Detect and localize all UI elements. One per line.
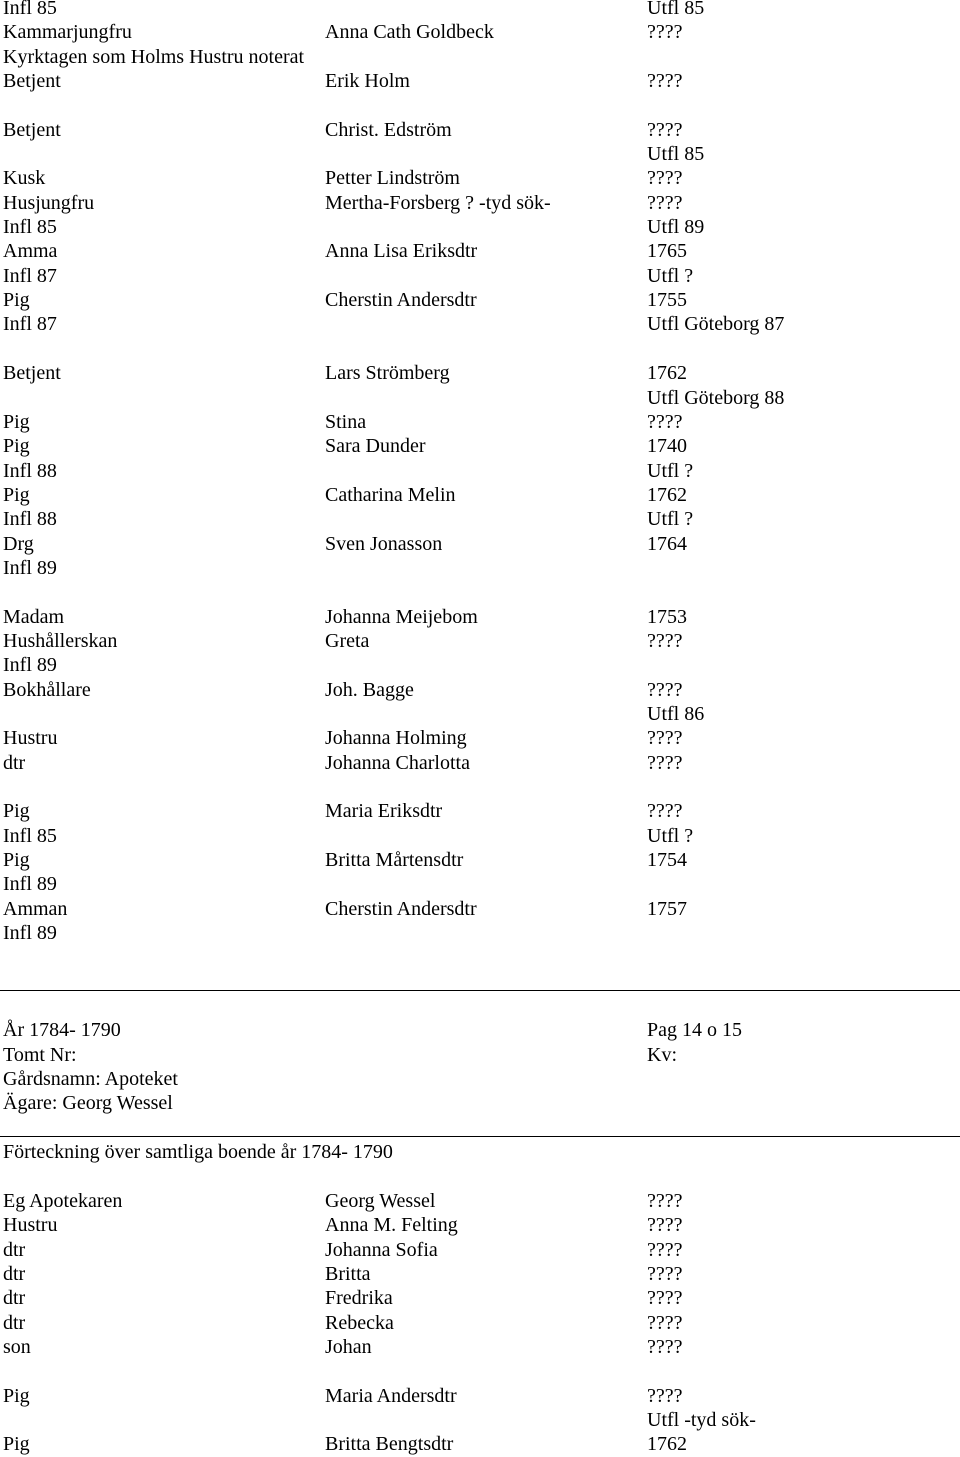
year-cell: 1765 [647,240,687,263]
year-cell: ???? [647,1287,683,1310]
year-cell: Utfl 86 [647,702,705,725]
table-row [0,1262,960,1286]
header-owner-row [0,1091,960,1115]
role-cell: Infl 87 [3,313,57,336]
role-cell: Infl 85 [3,216,57,239]
table-row [0,1432,960,1456]
role-cell: Pig [3,1433,30,1456]
role-cell: Infl 89 [3,654,57,677]
table-row [0,726,960,750]
role-cell: Pig [3,1384,30,1407]
year-cell: ???? [647,727,683,750]
year-cell: ???? [647,1214,683,1237]
year-cell: Utfl 85 [647,143,705,166]
list-title: Förteckning över samtliga boende år 1784- 1790 [3,1141,393,1164]
year-cell: Utfl Göteborg 87 [647,313,785,336]
farm-name: Gårdsnamn: Apoteket [3,1068,178,1091]
year-cell: ???? [647,118,683,141]
table-row [0,215,960,239]
table-row [0,1311,960,1335]
name-cell: Anna M. Felting [325,1214,458,1237]
role-cell: Betjent [3,70,61,93]
year-cell: Utfl 89 [647,216,705,239]
year-cell: 1762 [647,483,687,506]
name-cell: Rebecka [325,1311,394,1334]
role-cell: Infl 88 [3,508,57,531]
name-cell: Stina [325,410,367,433]
table-row [0,775,960,799]
list-title-row [0,1140,960,1164]
table-row [0,1408,960,1432]
year-cell: 1762 [647,362,687,385]
table-row [0,507,960,531]
table-row [0,1335,960,1359]
table-row [0,1384,960,1408]
table-row [0,20,960,44]
table-row [0,142,960,166]
role-cell: Bokhållare [3,678,91,701]
name-cell: Cherstin Andersdtr [325,897,477,920]
header-year-row [0,1018,960,1042]
role-cell: Pig [3,849,30,872]
table-row [0,824,960,848]
year-cell: Utfl ? [647,459,694,482]
table-row [0,191,960,215]
name-cell: Erik Holm [325,70,410,93]
block-number: Kv: [647,1043,677,1066]
table-row [0,93,960,117]
year-cell: 1755 [647,289,687,312]
table-row [0,1238,960,1262]
name-cell: Greta [325,629,370,652]
page-number: Pag 14 o 15 [647,1019,742,1042]
role-cell: dtr [3,1238,26,1261]
table-row [0,1359,960,1383]
name-cell: Fredrika [325,1287,393,1310]
year-cell: ???? [647,678,683,701]
year-cell: Utfl ? [647,264,694,287]
year-cell: Utfl 85 [647,0,705,19]
role-cell: dtr [3,1262,26,1285]
year-cell: ???? [647,751,683,774]
table-row [0,921,960,945]
role-cell: Pig [3,435,30,458]
role-cell: Infl 89 [3,556,57,579]
year-cell: ???? [647,1238,683,1261]
year-cell: Utfl -tyd sök- [647,1408,756,1431]
role-cell: Kyrktagen som Holms Hustru noterat [3,45,305,68]
role-cell: dtr [3,751,26,774]
table-row [0,629,960,653]
table-row [0,239,960,263]
name-cell: Johanna Holming [325,727,467,750]
table-row [0,653,960,677]
name-cell: Sara Dunder [325,435,426,458]
role-cell: Infl 85 [3,824,57,847]
table-row [0,580,960,604]
year-cell: ???? [647,1262,683,1285]
name-cell: Anna Cath Goldbeck [325,21,494,44]
role-cell: Hushållerskan [3,629,118,652]
table-row [0,386,960,410]
spacer [0,1165,960,1189]
role-cell: Hustru [3,727,58,750]
role-cell: Pig [3,289,30,312]
table-row [0,166,960,190]
name-cell: Lars Strömberg [325,362,450,385]
year-cell: ???? [647,1384,683,1407]
table-row [0,312,960,336]
table-row [0,848,960,872]
table-row [0,1189,960,1213]
role-cell: Pig [3,800,30,823]
table-row [0,361,960,385]
role-cell: Amma [3,240,58,263]
name-cell: Joh. Bagge [325,678,414,701]
year-cell: ???? [647,410,683,433]
table-row [0,605,960,629]
table-row [0,69,960,93]
table-row [0,678,960,702]
table-row [0,337,960,361]
role-cell: Drg [3,532,34,555]
table-row [0,1286,960,1310]
year-cell: Utfl ? [647,508,694,531]
name-cell: Maria Andersdtr [325,1384,457,1407]
role-cell: Betjent [3,362,61,385]
name-cell: Johan [325,1335,372,1358]
year-cell: 1762 [647,1433,687,1456]
table-row [0,532,960,556]
year-cell: ???? [647,800,683,823]
table-row [0,264,960,288]
table-row [0,556,960,580]
table-row [0,118,960,142]
role-cell: Infl 87 [3,264,57,287]
divider-line [0,1116,960,1140]
role-cell: Husjungfru [3,191,95,214]
name-cell: Christ. Edström [325,118,452,141]
year-cell: ???? [647,70,683,93]
role-cell: Betjent [3,118,61,141]
year-cell: ???? [647,191,683,214]
name-cell: Georg Wessel [325,1189,436,1212]
name-cell: Johanna Sofia [325,1238,438,1261]
role-cell: Amman [3,897,68,920]
role-cell: Pig [3,483,30,506]
year-range: År 1784- 1790 [3,1019,121,1042]
header-farm-name-row [0,1067,960,1091]
name-cell: Catharina Melin [325,483,456,506]
table-row [0,434,960,458]
name-cell: Maria Eriksdtr [325,800,443,823]
year-cell: ???? [647,21,683,44]
resident-list-current [0,1189,960,1457]
table-row [0,702,960,726]
role-cell: Infl 89 [3,922,57,945]
name-cell: Britta Bengtsdtr [325,1433,454,1456]
name-cell: Britta [325,1262,371,1285]
year-cell: 1764 [647,532,687,555]
year-cell: 1754 [647,849,687,872]
role-cell: Pig [3,410,30,433]
table-row [0,483,960,507]
table-row [0,288,960,312]
year-cell: Utfl ? [647,824,694,847]
table-row [0,751,960,775]
name-cell: Sven Jonasson [325,532,443,555]
role-cell: Infl 85 [3,0,57,19]
divider-line [0,970,960,994]
year-cell: ???? [647,1335,683,1358]
header-plot-row [0,1043,960,1067]
role-cell: Infl 89 [3,873,57,896]
role-cell: son [3,1335,31,1358]
role-cell: Madam [3,605,65,628]
spacer [0,945,960,969]
table-row [0,897,960,921]
year-cell: ???? [647,629,683,652]
year-cell: ???? [647,167,683,190]
year-cell: 1753 [647,605,687,628]
name-cell: Britta Mårtensdtr [325,849,464,872]
table-row [0,1213,960,1237]
role-cell: dtr [3,1287,26,1310]
name-cell: Johanna Meijebom [325,605,478,628]
year-cell: ???? [647,1189,683,1212]
table-row [0,410,960,434]
year-cell: 1740 [647,435,687,458]
role-cell: dtr [3,1311,26,1334]
table-row [0,45,960,69]
role-cell: Hustru [3,1214,58,1237]
table-row [0,872,960,896]
name-cell: Mertha-Forsberg ? -tyd sök- [325,191,551,214]
name-cell: Petter Lindström [325,167,460,190]
role-cell: Kammarjungfru [3,21,132,44]
role-cell: Kusk [3,167,46,190]
name-cell: Cherstin Andersdtr [325,289,477,312]
year-cell: Utfl Göteborg 88 [647,386,785,409]
table-row [0,459,960,483]
year-cell: 1757 [647,897,687,920]
role-cell: Eg Apotekaren [3,1189,123,1212]
role-cell: Infl 88 [3,459,57,482]
table-row [0,0,960,20]
name-cell: Anna Lisa Eriksdtr [325,240,478,263]
table-row [0,799,960,823]
year-cell: ???? [647,1311,683,1334]
spacer [0,994,960,1018]
name-cell: Johanna Charlotta [325,751,470,774]
plot-number: Tomt Nr: [3,1043,77,1066]
owner-name: Ägare: Georg Wessel [3,1092,173,1115]
